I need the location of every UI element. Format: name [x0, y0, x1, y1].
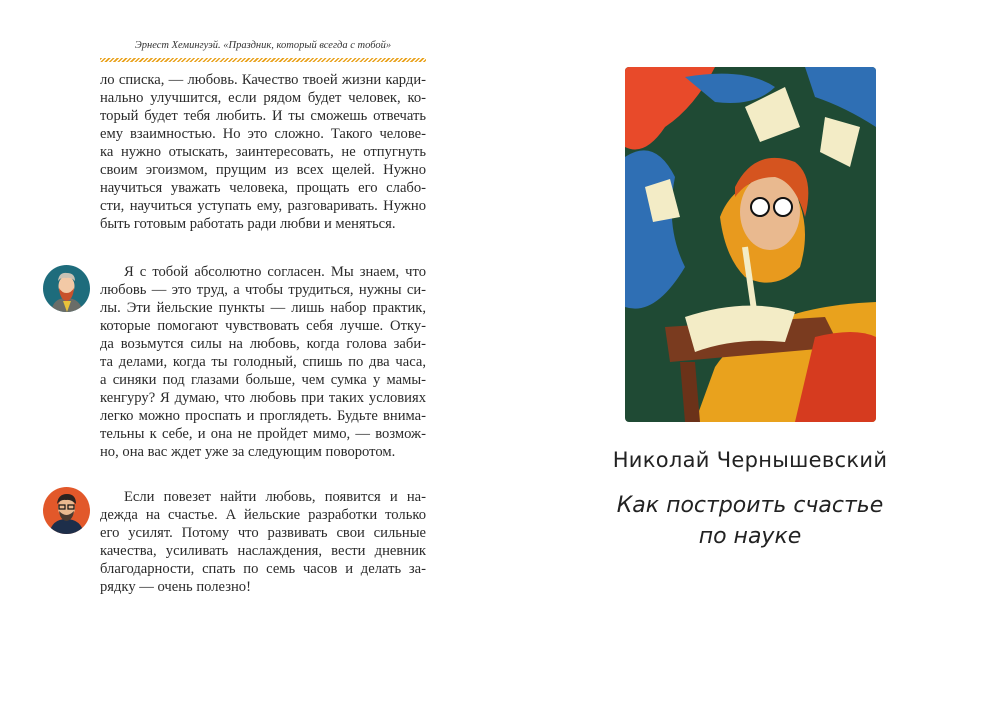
text-line: нально улучшится, если рядом будет человек, ко-	[100, 90, 426, 106]
glasses-man-avatar	[43, 487, 90, 534]
cover-illustration	[625, 67, 876, 422]
text-line: его усилят. Потому что развивать свои сильные	[100, 525, 426, 541]
book-author: Николай Чернышевский	[612, 448, 888, 472]
text-line: кенгуру? Я думаю, что любовь при таких условиях	[100, 390, 426, 406]
text-line: лы. Эти йельские пункты — лишь набор практик,	[100, 300, 426, 316]
book-title-line: по науке	[698, 524, 802, 549]
paragraph-1	[100, 71, 426, 233]
text-line: а синяки под глазами больше, чем сумка у мамы-	[100, 372, 426, 388]
book-title	[580, 490, 920, 552]
book-title-line: Как построить счастье	[616, 493, 884, 518]
text-line: рядку — очень полезно!	[100, 579, 251, 595]
text-line: благодарности, спать по семь часов и делать за-	[100, 561, 426, 577]
text-line: быть готовым работать ради любви и меняться.	[100, 216, 396, 232]
text-line: ка нужно отыскать, заинтересовать, не отпугнуть	[100, 144, 426, 160]
text-line: сти, научиться уступать ему, разговаривать. Нужно	[100, 198, 426, 214]
text-line: ему взаимностью. Но это сложно. Такого челове-	[100, 126, 426, 142]
text-line: но, она вас ждет уже за следующим поворотом.	[100, 444, 396, 460]
running-head: Эрнест Хемингуэй. «Праздник, который всегда с тобой»	[134, 40, 392, 51]
text-line: своим эгоизмом, прущим из всех щелей. Нужно	[100, 162, 426, 178]
bearded-man-avatar	[43, 265, 90, 312]
decorative-divider	[100, 58, 426, 62]
paragraph-2	[100, 263, 426, 461]
text-line: любовь — это труд, а чтобы трудиться, нужны си-	[100, 282, 426, 298]
text-line: легко можно проспать и проглядеть. Будьте внима-	[100, 408, 426, 424]
text-line: Я с тобой абсолютно согласен. Мы знаем, что	[124, 264, 426, 280]
text-line: дежда на счастье. А йельские разработки только	[100, 507, 426, 523]
paragraph-3	[100, 488, 426, 596]
text-line: качества, усиливать наслаждения, вести дневник	[100, 543, 426, 559]
text-line: тельны к себе, и она не пройдет мимо, — возмож-	[100, 426, 426, 442]
text-line: да возьмутся силы на любовь, когда голова заби-	[100, 336, 426, 352]
text-line: торый будет тебя любить. И ты сможешь отвечать	[100, 108, 426, 124]
text-line: ло списка, — любовь. Качество твоей жизни карди-	[100, 72, 426, 88]
text-line: Если повезет найти любовь, появится и на-	[124, 489, 426, 505]
text-line: которые помогают чувствовать себя лучше. Отку-	[100, 318, 426, 334]
text-line: научиться уважать человека, прощать его слабо-	[100, 180, 426, 196]
text-line: та делами, когда ты голодный, спишь по два часа,	[100, 354, 426, 370]
